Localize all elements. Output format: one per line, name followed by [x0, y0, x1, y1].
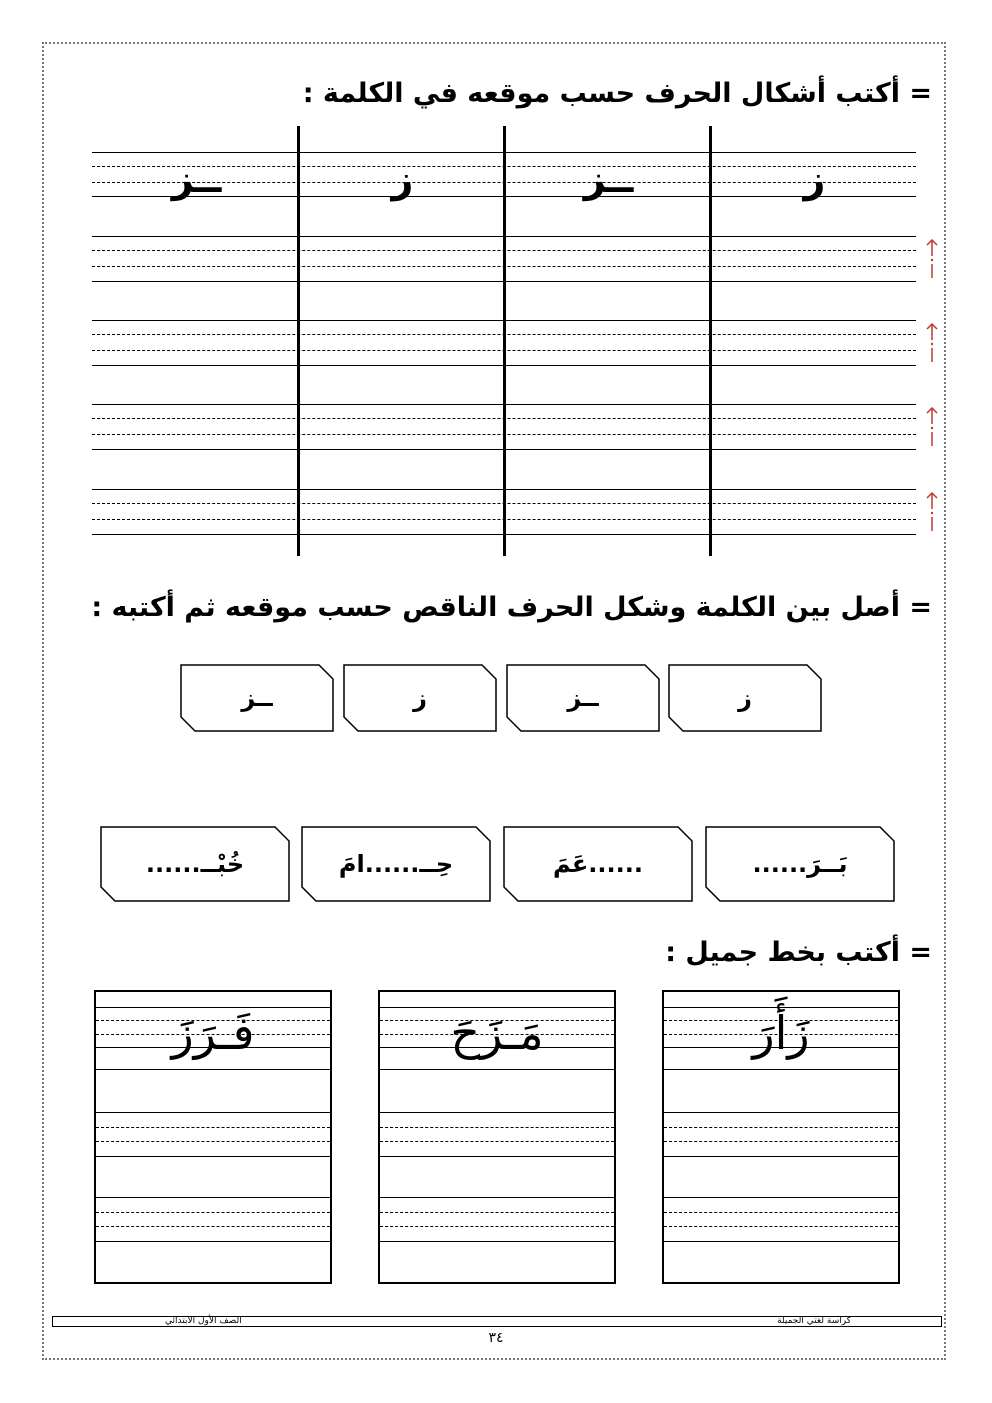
letter-cell-2: ــز	[583, 157, 634, 201]
shape-tag-4[interactable]: ــز	[180, 664, 334, 732]
handwriting-box-3[interactable]	[94, 990, 332, 1284]
model-word-2: مَـزَحَ	[450, 1006, 544, 1060]
line-arrow-icon	[924, 320, 940, 362]
shape-tag-3[interactable]: ز	[343, 664, 497, 732]
section3-title: = أكتب بخط جميل :	[665, 937, 932, 968]
footer-grade: الصف الأول الابتدائي	[165, 1316, 242, 1326]
handwriting-box-2[interactable]	[378, 990, 616, 1284]
footer-book-title: كراسة لغتي الجميلة	[777, 1316, 851, 1326]
word-tag-1[interactable]: بَــرَ......	[705, 826, 895, 902]
word-tag-3[interactable]: حِــ......امَ	[301, 826, 491, 902]
page-number: ٣٤	[488, 1330, 504, 1346]
letter-cell-3: ز	[391, 157, 414, 201]
line-arrow-icon	[924, 489, 940, 531]
model-word-3: فَـرَزَ	[171, 1006, 255, 1060]
section2-title: = أصل بين الكلمة وشكل الحرف الناقص حسب موقعه ثم أكتبه :	[91, 592, 932, 623]
footer-bar	[52, 1316, 942, 1327]
shape-tag-2[interactable]: ــز	[506, 664, 660, 732]
word-tag-4[interactable]: خُبْــ......	[100, 826, 290, 902]
shape-tag-1[interactable]: ز	[668, 664, 822, 732]
letter-cell-4: ــز	[171, 157, 222, 201]
model-word-1: زَأَرَ	[752, 1006, 810, 1060]
word-tag-2[interactable]: ......عَمَ	[503, 826, 693, 902]
section1-title: = أكتب أشكال الحرف حسب موقعه في الكلمة :	[302, 78, 932, 109]
handwriting-box-1[interactable]	[662, 990, 900, 1284]
line-arrow-icon	[924, 236, 940, 278]
letter-cell-1: ز	[803, 157, 826, 201]
line-arrow-icon	[924, 404, 940, 446]
